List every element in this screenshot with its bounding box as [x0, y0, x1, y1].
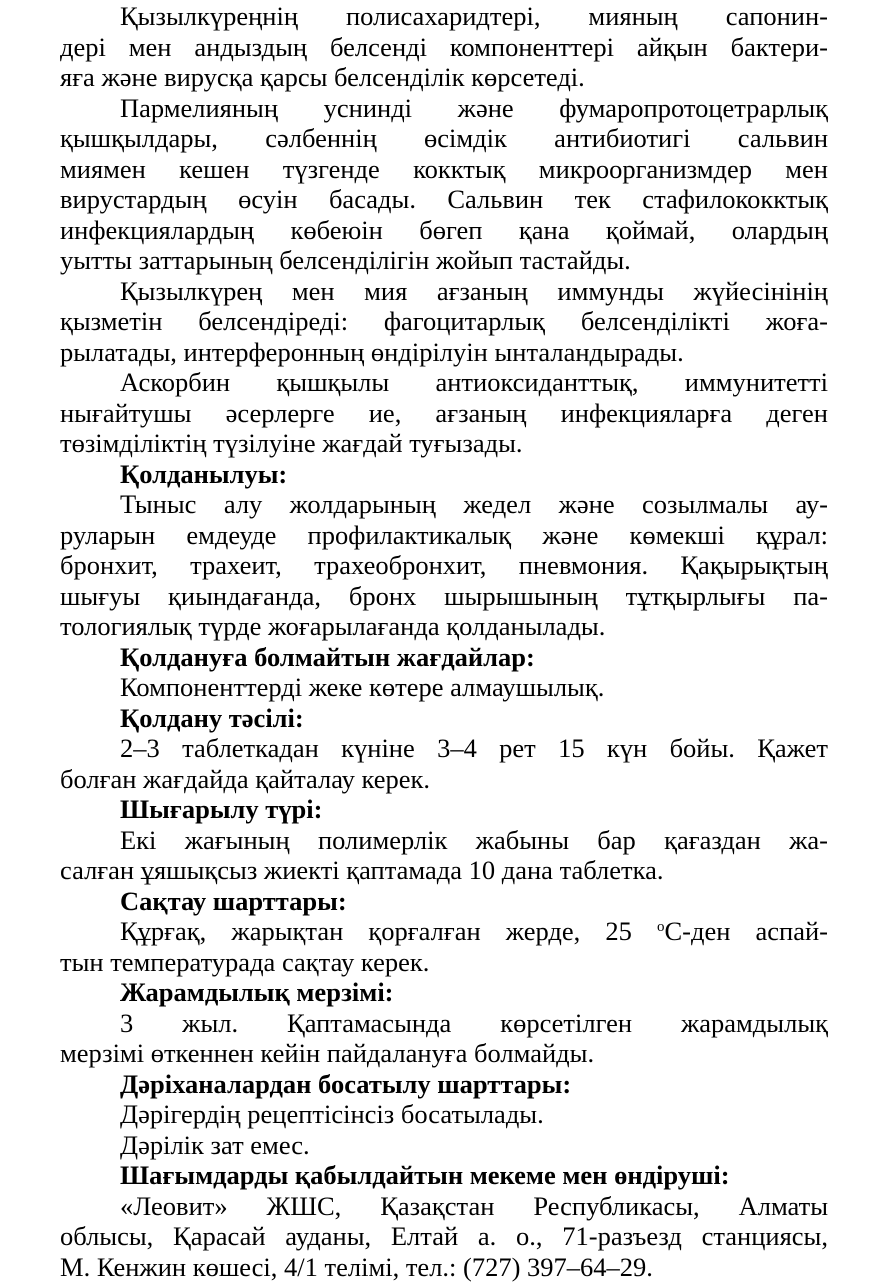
paragraph: [60, 276, 828, 368]
text-line: тологиялық түрде жоғарылағанда қолданылады.: [60, 611, 828, 642]
text-line: төзімділіктің түзілуіне жағдай туғызады.: [60, 428, 828, 459]
paragraph: [60, 1, 828, 93]
text-line: яға және вирусқа қарсы белсенділік көрсетеді.: [60, 62, 828, 93]
text-line: шығуы қиындағанда, бронх шырышының тұтқырлығы па-: [60, 581, 828, 612]
text-line: мерзімі өткеннен кейін пайдалануға болмайды.: [60, 1038, 828, 1069]
text-line: М. Кенжин көшесі, 4/1 телімі, тел.: (727) 397–64–29.: [60, 1252, 828, 1282]
paragraph: [60, 1008, 828, 1069]
text-line: Екі жағының полимерлік жабыны бар қағаздан жа-: [60, 825, 828, 856]
document-page: [60, 1, 828, 1282]
text-line: «Леовит» ЖШС, Қазақстан Республикасы, Алматы: [60, 1191, 828, 1222]
text-line: салған ұяшықсыз жиекті қаптамада 10 дана таблетка.: [60, 855, 828, 886]
section-heading: Сақтау шарттары:: [60, 886, 828, 917]
paragraph: [60, 825, 828, 886]
section-heading: Қолданылуы:: [60, 459, 828, 490]
text-fragment: Құрғақ, жарықтан қорғалған жерде, 25: [120, 916, 657, 946]
paragraph: [60, 489, 828, 642]
text-line: дері мен андыздың белсенді компоненттері айқын бактери-: [60, 32, 828, 63]
text-line: инфекциялардың көбеюін бөгеп қана қоймай, олардың: [60, 215, 828, 246]
paragraph: [60, 1099, 828, 1130]
text-line: [60, 916, 828, 947]
text-line: облысы, Қарасай ауданы, Елтай а. о., 71-разъезд станциясы,: [60, 1221, 828, 1252]
text-line: уытты заттарының белсенділігін жойып тастайды.: [60, 245, 828, 276]
text-line: Дәрігердің рецептісінсіз босатылады.: [60, 1099, 828, 1130]
paragraph: [60, 93, 828, 276]
section-heading: Қолдану тәсілі:: [60, 703, 828, 734]
text-line: Компоненттерді жеке көтере алмаушылық.: [60, 672, 828, 703]
paragraph: [60, 1191, 828, 1282]
text-line: тын температурада сақтау керек.: [60, 947, 828, 978]
paragraph: [60, 672, 828, 703]
text-line: болған жағдайда қайталау керек.: [60, 764, 828, 795]
paragraph: [60, 367, 828, 459]
text-line: Аскорбин қышқылы антиоксиданттық, иммунитетті: [60, 367, 828, 398]
text-line: нығайтушы әсерлерге ие, ағзаның инфекцияларға деген: [60, 398, 828, 429]
text-line: руларын емдеуде профилактикалық және көмекші құрал:: [60, 520, 828, 551]
paragraph: [60, 1130, 828, 1161]
text-line: бронхит, трахеит, трахеобронхит, пневмония. Қақырықтың: [60, 550, 828, 581]
text-line: қызметін белсендіреді: фагоцитарлық белсенділікті жоға-: [60, 306, 828, 337]
section-heading: Жарамдылық мерзімі:: [60, 977, 828, 1008]
paragraph: [60, 916, 828, 977]
section-heading: Шағымдарды қабылдайтын мекеме мен өндіруші:: [60, 1160, 828, 1191]
paragraph: [60, 733, 828, 794]
text-line: вирустардың өсуін басады. Сальвин тек стафилококктық: [60, 184, 828, 215]
text-line: рылатады, интерферонның өндірілуін ынталандырады.: [60, 337, 828, 368]
text-line: Тыныс алу жолдарының жедел және созылмалы ау-: [60, 489, 828, 520]
degree-mark: о: [657, 919, 665, 935]
text-line: Пармелияның уснинді және фумаропротоцетрарлық: [60, 93, 828, 124]
section-heading: Шығарылу түрі:: [60, 794, 828, 825]
text-line: Дәрілік зат емес.: [60, 1130, 828, 1161]
text-line: 3 жыл. Қаптамасында көрсетілген жарамдылық: [60, 1008, 828, 1039]
text-line: Қызылкүрең мен мия ағзаның иммунды жүйесінінің: [60, 276, 828, 307]
text-fragment: С-ден аспай-: [664, 916, 828, 946]
text-line: миямен кешен түзгенде кокктық микроорганизмдер мен: [60, 154, 828, 185]
text-line: қышқылдары, сәлбеннің өсімдік антибиотигі сальвин: [60, 123, 828, 154]
text-line: 2–3 таблеткадан күніне 3–4 рет 15 күн бойы. Қажет: [60, 733, 828, 764]
text-line: Қызылкүреңнің полисахаридтері, мияның сапонин-: [60, 1, 828, 32]
section-heading: Дәріханалардан босатылу шарттары:: [60, 1069, 828, 1100]
section-heading: Қолдануға болмайтын жағдайлар:: [60, 642, 828, 673]
